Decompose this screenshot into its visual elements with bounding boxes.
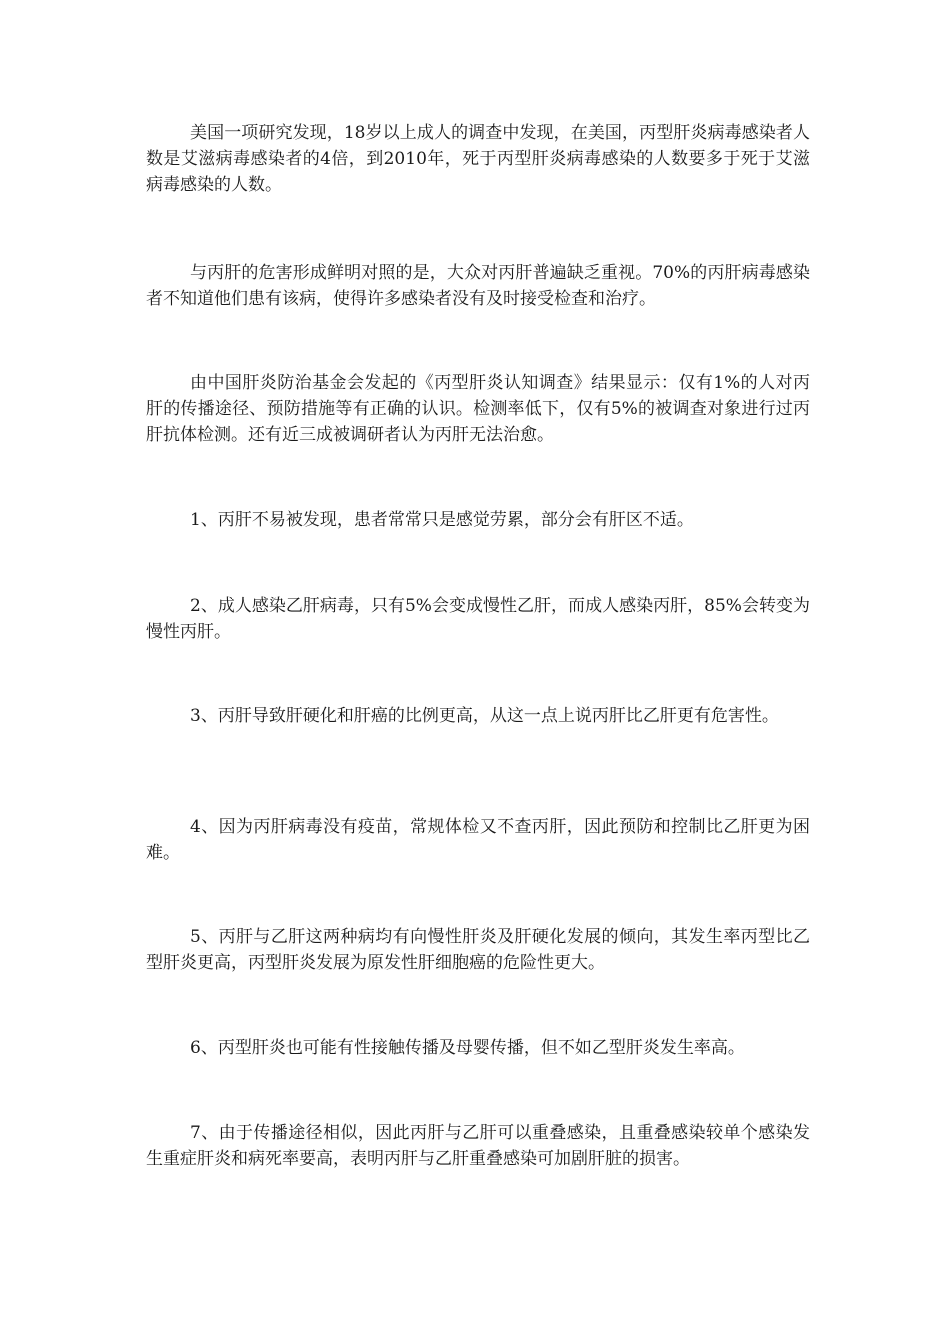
list-item-6: 6、丙型肝炎也可能有性接触传播及母婴传播，但不如乙型肝炎发生率高。 <box>190 1038 745 1058</box>
paragraph-survey-results: 由中国肝炎防治基金会发起的《丙型肝炎认知调查》结果显示：仅有1%的人对丙肝的传播途径、预防措施等有正确的认识。检测率低下，仅有5%的被调查对象进行过丙肝抗体检测。还有近三成被调研者认为丙肝无法治愈。 <box>146 373 810 445</box>
list-item-3: 3、丙肝导致肝硬化和肝癌的比例更高，从这一点上说丙肝比乙肝更有危害性。 <box>190 706 779 726</box>
list-item-4: 4、因为丙肝病毒没有疫苗，常规体检又不查丙肝，因此预防和控制比乙肝更为困难。 <box>146 817 810 863</box>
paragraph-public-awareness: 与丙肝的危害形成鲜明对照的是，大众对丙肝普遍缺乏重视。70%的丙肝病毒感染者不知道他们患有该病，使得许多感染者没有及时接受检查和治疗。 <box>146 263 810 309</box>
paragraph-us-study: 美国一项研究发现，18岁以上成人的调查中发现，在美国，丙型肝炎病毒感染者人数是艾滋病毒感染者的4倍，到2010年，死于丙型肝炎病毒感染的人数要多于死于艾滋病毒感染的人数。 <box>146 123 810 195</box>
list-item-5: 5、丙肝与乙肝这两种病均有向慢性肝炎及肝硬化发展的倾向，其发生率丙型比乙型肝炎更高，丙型肝炎发展为原发性肝细胞癌的危险性更大。 <box>146 927 810 973</box>
list-item-2: 2、成人感染乙肝病毒，只有5%会变成慢性乙肝，而成人感染丙肝，85%会转变为慢性丙肝。 <box>146 596 810 642</box>
list-item-7: 7、由于传播途径相似，因此丙肝与乙肝可以重叠感染，且重叠感染较单个感染发生重症肝炎和病死率要高，表明丙肝与乙肝重叠感染可加剧肝脏的损害。 <box>146 1123 810 1169</box>
list-item-1: 1、丙肝不易被发现，患者常常只是感觉劳累，部分会有肝区不适。 <box>190 510 694 530</box>
